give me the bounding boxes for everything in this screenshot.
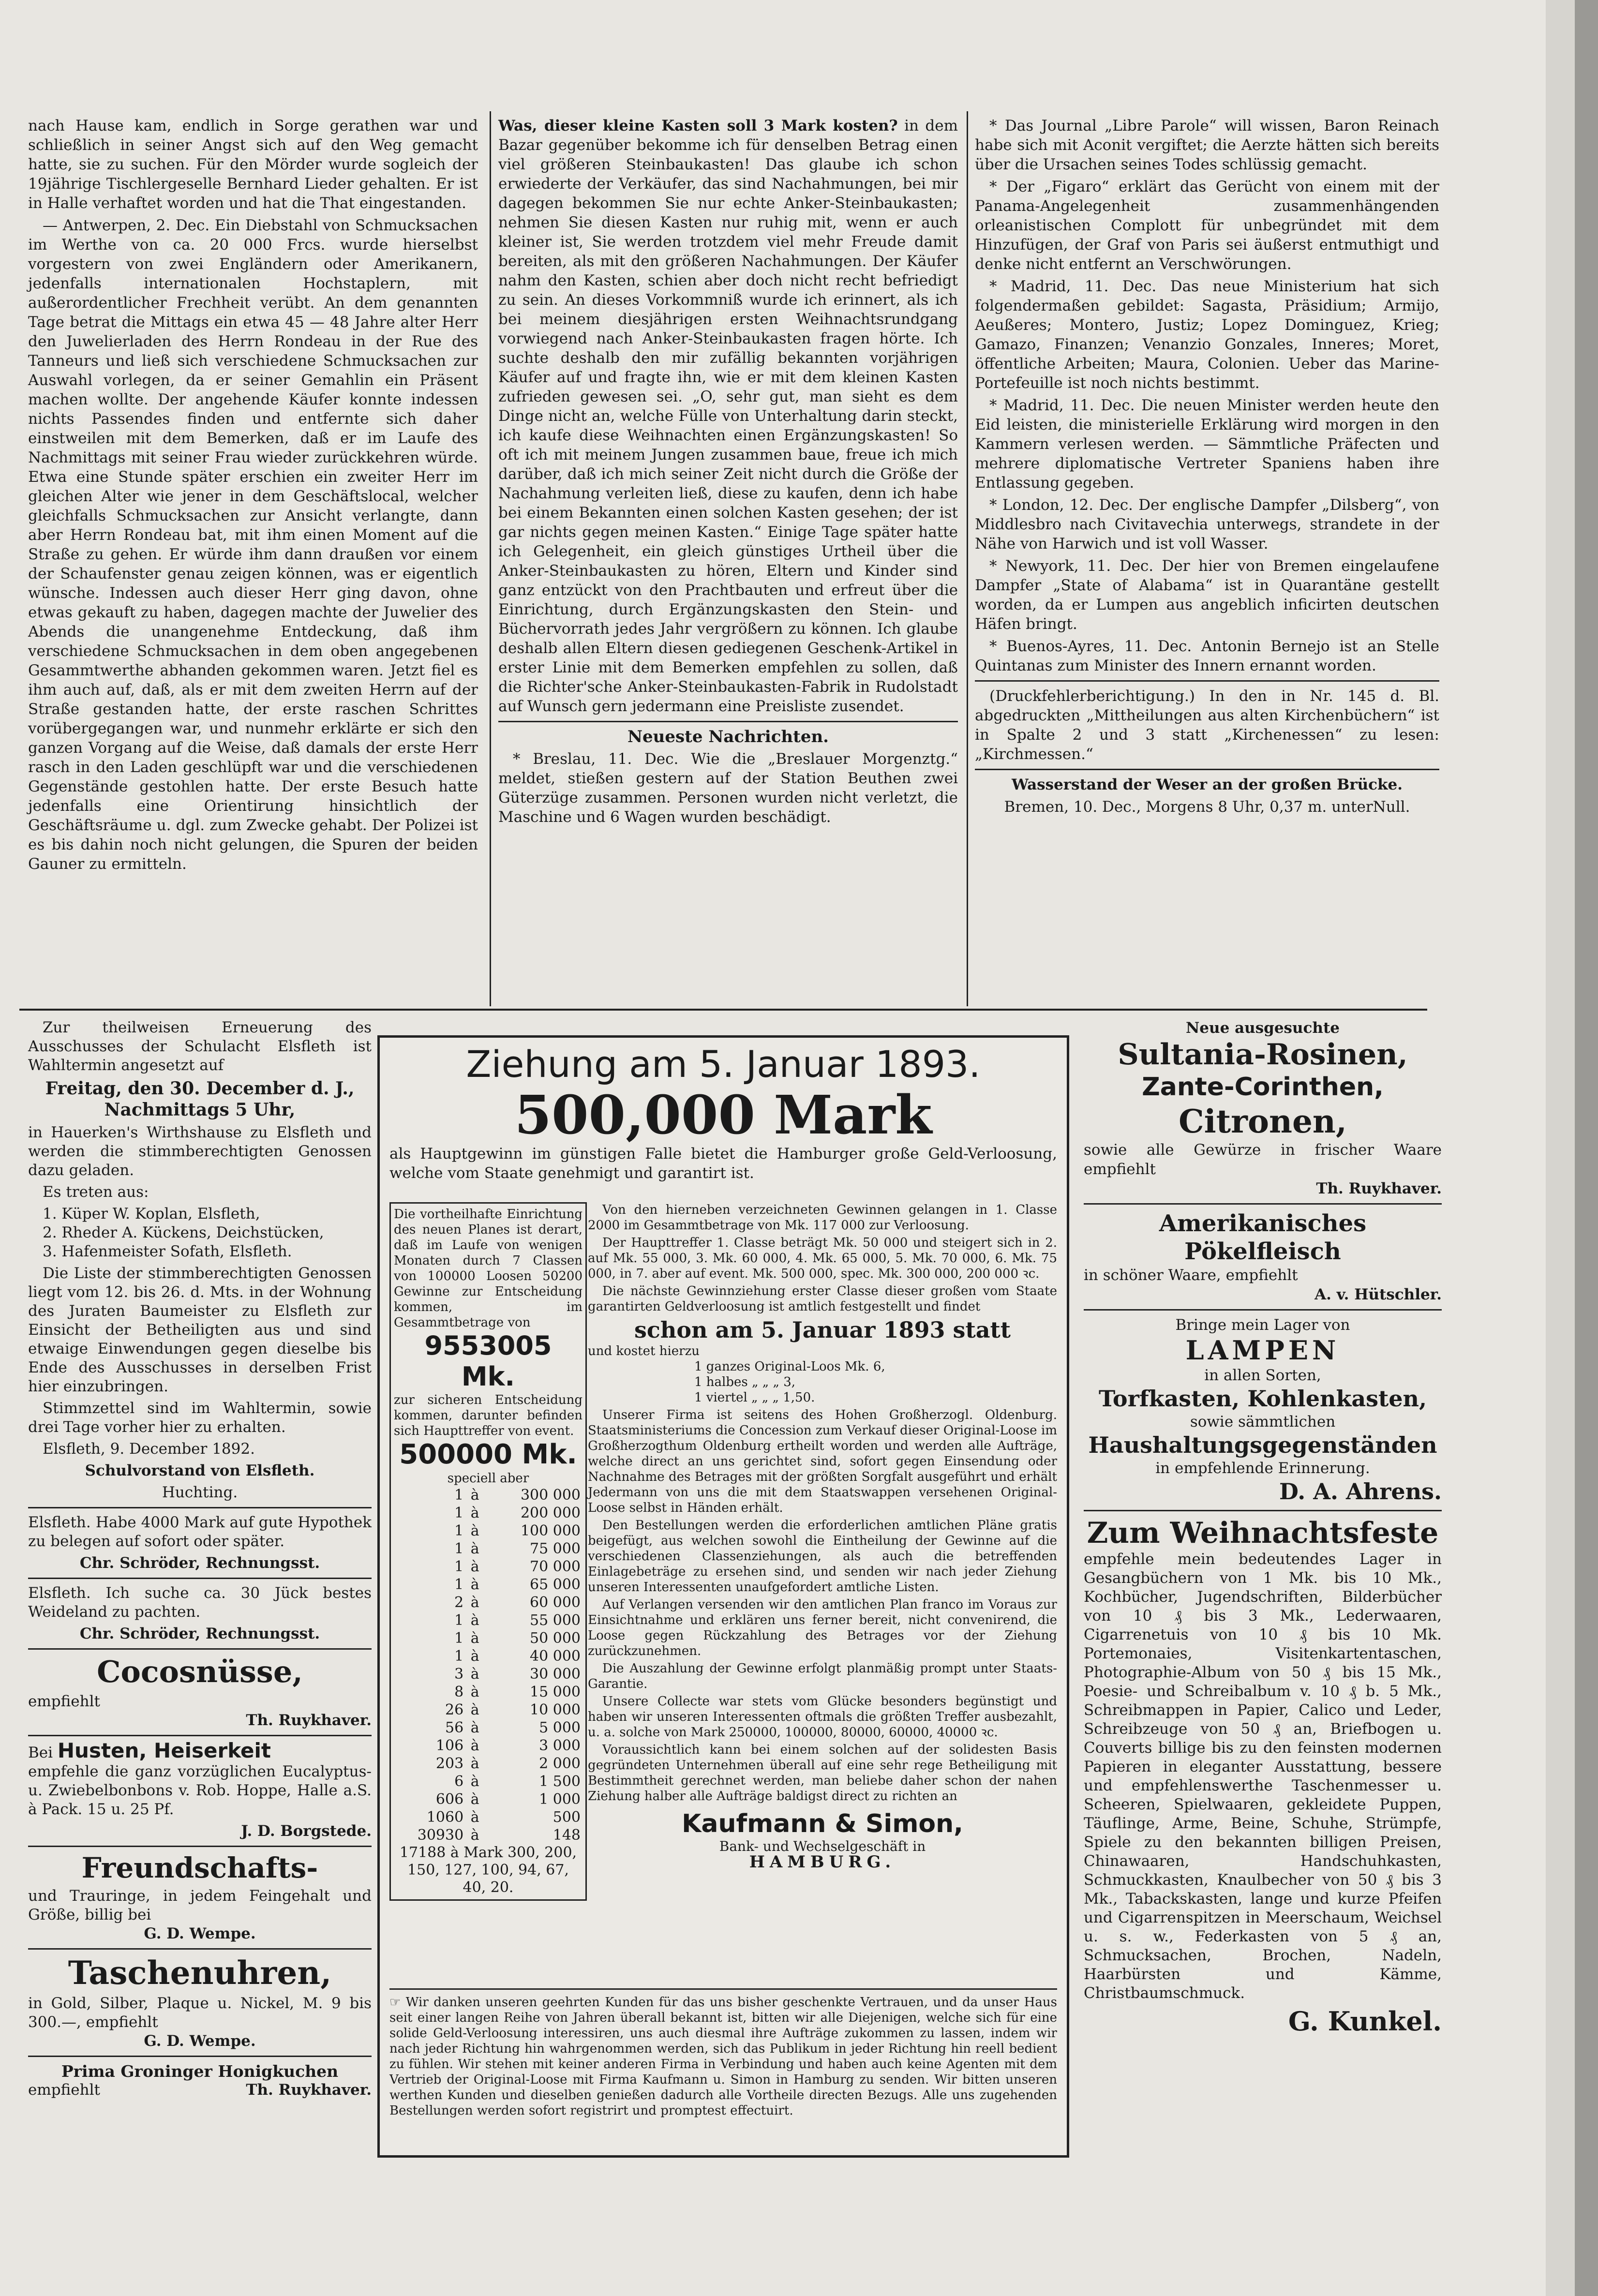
ad-xmas-text: empfehle mein bedeutendes Lager in Gesangbüchern von 1 Mk. bis 10 Mk., Kochbücher, Jugendschriften, Bilderbücher von 10 ₰ bis 3 Mk., Lederwaaren, Cigarrenetuis von 10 ₰ bis 10 Mk. Portemonaies, Visitenkartentaschen, Photographie-Album von 50 ₰ bis 15 Mk., Poesie- und Schreibalbum v. 10 ₰ b. 5 Mk., Schreibmappen in Papier, Calico und Leder, Schreibzeuge von 50 ₰ an, Briefbogen u. Couverts billige bis zu den feinsten modernen Papieren in eleganter Ausstattung, bessere und empfehlenswerthe Taschenmesser u. Scheeren, Spielwaaren, gekleidete Puppen, Täuflinge, Arme, Beine, Schuhe, Strümpfe, Spiele zu den bekannten billigen Preisen, Chinawaaren, Handschuhkasten, Schmuckkasten, Knaulbecher von 50 ₰ bis 3 Mk., Tabackskasten, lange und kurze Pfeifen und Cigarrenspitzen in Meerschaum, Weichsel u. s. w., Federkasten von 5 ₰ an, Schmucksachen, Brochen, Nadeln, Haarbürsten und Kämme, Christbaumschmuck. (1084, 1551, 1442, 2002)
ad-signature: Chr. Schröder, Rechnungsst. (79, 1625, 320, 1642)
prize-row (394, 1808, 582, 1826)
prize-sep: à (470, 1755, 479, 1772)
meeting-date: Freitag, den 30. December d. J., Nachmittags 5 Uhr, (45, 1078, 355, 1120)
divider (28, 2056, 372, 2057)
section-heading: Neueste Nachrichten. (627, 727, 829, 746)
firm-name: Kaufmann & Simon, (682, 1809, 963, 1838)
divider (28, 1948, 372, 1950)
board-member: Huchting. (162, 1484, 238, 1501)
prize-row (394, 1611, 582, 1629)
lottery-footer (389, 1988, 1057, 2118)
prize-sep: à (470, 1684, 479, 1700)
lottery-text: Unsere Collecte war stets vom Glücke besonders begünstigt und haben wir unseren Interessenten oftmals die größten Treffer ausbezahlt, u. a. solche von Mark 250000, 100000, 80000, 60000, 40000 ꝛc. (588, 1694, 1057, 1740)
ad-signature: Chr. Schröder, Rechnungsst. (79, 1554, 320, 1572)
ad-cough-text: empfehle die ganz vorzüglichen Eucalyptus- u. Zwiebelbonbons v. Rob. Hoppe, Halle a.S. à Pack. 15 u. 25 Pf. (28, 1763, 372, 1818)
prize-value: 148 (553, 1827, 581, 1844)
ad-xmas-title: Zum Weihnachtsfeste (1087, 1516, 1439, 1550)
prize-value: 100 000 (520, 1522, 581, 1539)
plan-text: Die vortheilhafte Einrichtung des neuen Planes ist derart, daß im Laufe von wenigen Monaten durch 7 Classen von 100000 Loosen 50200 Gewinne zur Entscheidung kommen, im Gesammtbetrage von (394, 1207, 582, 1330)
ad-lamp-title: LAMPEN (1185, 1335, 1340, 1366)
lottery-text: Unserer Firma ist seitens des Hohen Großherzogl. Oldenburg. Staatsministeriums die Concession zum Verkauf dieser Original-Loose im Großherzogthum Oldenburg ertheilt worden und werden alle Aufträge, welche direct an uns gerichtet sind, sofort gegen Einsendung oder Nachnahme des Betrages mit der größten Sorgfalt ausgeführt und erhält Jedermann von uns die mit dem Staatswappen versehenen Original-Loose selbst in Händen erhält. (588, 1408, 1057, 1515)
prize-count: 1 (454, 1558, 464, 1575)
prize-value: 60 000 (530, 1594, 581, 1611)
prize-value: 15 000 (530, 1684, 581, 1700)
prize-row (394, 1522, 582, 1540)
retire-item: 2. Rheder A. Kückens, Deichstücken, (43, 1224, 324, 1241)
plan-total: 9553005 Mk. (424, 1330, 552, 1392)
prize-count: 203 (435, 1755, 464, 1772)
prize-count: 26 (445, 1701, 464, 1718)
list-notice: Die Liste der stimmberechtigten Genossen liegt vom 12. bis 26. d. Mts. in der Wohnung des Juraten Baumeister zu Elsfleth zur Einsicht der Betheiligten aus und sind etwaige Einwendungen gegen dieselbe bis Ende des Ausschusses in derselben Frist hier einzubringen. (28, 1265, 372, 1395)
divider (28, 1648, 372, 1650)
ad-text: empfiehlt (28, 1693, 100, 1710)
divider (28, 1578, 372, 1579)
ad-honey-title: Prima Groninger Honigkuchen (61, 2062, 339, 2081)
ad-peat: Torfkasten, Kohlenkasten, (1098, 1386, 1427, 1412)
retire-intro: Es treten aus: (43, 1183, 149, 1201)
prize-count: 3 (454, 1666, 464, 1683)
ad-text: sowie sämmtlichen (1190, 1413, 1336, 1431)
correction-note: (Druckfehlerberichtigung.) In den in Nr. 145 d. Bl. abgedruckten „Mittheilungen aus alten Kirchenbüchern“ ist in Spalte 2 und 3 statt „Kirchenessen“ zu lesen: „Kirchmessen.“ (975, 687, 1439, 763)
lottery-lead: als Hauptgewinn im günstigen Falle bietet die Hamburger große Geld-Verloosung, welche vom Staate genehmigt und garantirt ist. (389, 1145, 1057, 1182)
prize-sep: à (470, 1558, 479, 1575)
prize-value: 2 000 (539, 1755, 581, 1772)
ad-citron: Citronen, (1179, 1103, 1347, 1140)
prize-sep: à (470, 1719, 479, 1736)
column-2 (498, 116, 958, 830)
lottery-plan (389, 1202, 587, 1901)
prize-value: 75 000 (530, 1540, 581, 1557)
notice-date: Elsfleth, 9. December 1892. (43, 1440, 255, 1458)
column-3 (975, 116, 1439, 820)
lottery-text: Der Haupttreffer 1. Classe beträgt Mk. 50 000 und steigert sich in 2. auf Mk. 55 000, 3. Mk. 60 000, 4. Mk. 65 000, 5. Mk. 70 000, 6. Mk. 75 000, in 7. aber auf event. Mk. 500 000, spec. Mk. 300 000, 200 000 ꝛc. (588, 1236, 1057, 1281)
prize-count: 1 (454, 1648, 464, 1665)
meeting-notice: Zur theilweisen Erneuerung des Ausschusses der Schulacht Elsfleth ist Wahltermin angesetzt auf (28, 1019, 372, 1074)
ad-text: empfiehlt (28, 2081, 100, 2099)
prize-row (394, 1576, 582, 1594)
prize-value: 40 000 (530, 1648, 581, 1665)
ad-signature: Th. Ruykhaver. (246, 2081, 372, 2099)
ad-signature: G. Kunkel. (1288, 2006, 1442, 2037)
prize-sep: à (470, 1576, 479, 1593)
prize-value: 55 000 (530, 1612, 581, 1629)
news-item: * Buenos-Ayres, 11. Dec. Antonin Bernejo ist an Stelle Quintanas zum Minister des Innern ernannt worden. (975, 638, 1439, 674)
prize-count: 106 (435, 1737, 464, 1754)
ad-ring-text: und Trauringe, in jedem Feingehalt und Größe, billig bei (28, 1887, 372, 1923)
lottery-amount: 500,000 Mark (514, 1084, 932, 1146)
prize-sep: à (470, 1648, 479, 1665)
ad-coconut-title: Cocosnüsse, (97, 1654, 303, 1689)
article-text: in dem Bazar gegenüber bekomme ich für denselben Betrag einen viel größeren Steinbaukasten! Das glaube ich schon erwiederte der Verkäufer, das sind Nachahmungen, bei mir dagegen bekommen Sie nur echte Anker-Steinbaukasten; nehmen Sie diesen Kasten nur ruhig mit, wenn er auch kleiner ist, Sie werden trotzdem viel mehr Freude damit bereiten, als mit den größeren Nachahmungen. Der Käufer nahm den Kasten, schien aber doch nicht recht befriedigt zu sein. An dieses Vorkommniß wurde ich erinnert, als ich bei meinem diesjährigen ersten Weihnachtsrundgang vorwiegend nach Anker-Steinbaukasten fragen hörte. Ich suchte deshalb den mir zufällig bekannten vorjährigen Käufer auf und fragte ihn, wie er mit dem kleinen Kasten zufrieden gewesen sei. „O, sehr gut, man sieht es dem Dinge nicht an, welche Fülle von Unterhaltung darin steckt, ich kaufe diese Weihnachten einen Ergänzungskasten! So oft ich mit meinem Jungen zusammen baue, freue ich mich darüber, daß ich mich seiner Zeit nicht durch die Größe der Nachahmung verleiten ließ, diese zu kaufen, denn ich habe bei einem Bekannten einen solchen Kasten gesehen; der ist gar nichts gegen meinen Kasten.“ Einige Tage später hatte ich Gelegenheit, ein gleich günstiges Urtheil über die Anker-Steinbaukasten zu hören, Eltern und Kinder sind ganz entzückt von den Prachtbauten und erfreut über die Einrichtung, durch Ergänzungskasten den Stein- und Büchervorrath jedes Jahr vergrößern zu können. Ich glaube deshalb allen Eltern diesen gediegenen Geschenk-Artikel in erster Linie mit dem Bemerken empfehlen zu sollen, daß die Richter'sche Anker-Steinbaukasten-Fabrik in Rudolstadt auf Wunsch gern jedermann eine Preisliste zusendet. (498, 117, 958, 715)
ads-right (1084, 1018, 1442, 2040)
ad-text: in allen Sorten, (1204, 1367, 1321, 1384)
prize-value: 1 000 (539, 1791, 581, 1808)
prize-count: 1 (454, 1505, 464, 1521)
price-item: 1 ganzes Original-Loos Mk. 6, (694, 1359, 885, 1374)
prize-value: 30 000 (530, 1666, 581, 1683)
news-item: * Newyork, 11. Dec. Der hier von Bremen eingelaufene Dampfer „State of Alabama“ ist in Quarantäne gestellt worden, da er Lumpen aus angeblich inficirten deutschen Häfen bringt. (975, 557, 1439, 633)
divider (28, 1846, 372, 1847)
water-level-text: Bremen, 10. Dec., Morgens 8 Uhr, 0,37 m. unterNull. (1004, 798, 1410, 816)
prize-count: 1 (454, 1576, 464, 1593)
meeting-place: in Hauerken's Wirthshause zu Elsfleth und werden die stimmberechtigten Genossen dazu geladen. (28, 1124, 372, 1179)
ad-zante: Zante-Corinthen, (1142, 1073, 1384, 1102)
prize-row (394, 1629, 582, 1647)
prize-tail: 17188 à Mark 300, 200, 150, 127, 100, 94, 67, 40, 20. (399, 1844, 577, 1896)
prize-row (394, 1755, 582, 1773)
article-antwerpen: — Antwerpen, 2. Dec. Ein Diebstahl von Schmucksachen im Werthe von ca. 20 000 Frcs. wurde hierselbst vorgestern von zwei Engländern oder Amerikanern, jedenfalls internationalen Hochstaplern, mit außerordentlicher Frechheit verübt. An dem genannten Tage betrat die Mittags ein etwa 45 — 48 Jahre alter Herr den Juwelierladen des Herrn Rondeau in der Rue des Tanneurs und ließ sich verschiedene Schmucksachen zur Auswahl vorlegen, da er seiner Gemahlin ein Präsent machen wollte. Der angehende Käufer konnte indessen nichts Passendes finden und entfernte sich daher einstweilen mit dem Bemerken, daß er im Laufe des Nachmittags mit seiner Frau wieder zurückkehren würde. Etwa eine Stunde später erschien ein zweiter Herr im gleichen Alter wie jener in dem Geschäftslocal, welcher gleichfalls Schmucksachen zur Ansicht verlangte, dann aber Herrn Rondeau bat, mit ihm einen Moment auf die Straße zu gehen. Er würde ihm dann draußen vor einem der Schaufenster genau zeigen können, was er eigentlich wünsche. Indessen auch dieser Herr ging davon, ohne etwas gekauft zu haben, dagegen machte der Juwelier des Abends die unangenehme Entdeckung, daß ihm verschiedene Schmucksachen in dem oben angegebenen Gesammtwerthe abhanden gekommen waren. Jetzt fiel es ihm auch auf, daß, als er mit dem zweiten Herrn auf der Straße gestanden hatte, der erste raschen Schrittes vorübergegangen war, und nunmehr erklärte er sich den ganzen Vorgang auf die Weise, daß damals der erste Herr rasch in den Laden geschlüpft war und die verschiedenen Gegenstände gestohlen hatte. Der erste Besuch hatte jedenfalls eine Orientirung hinsichtlich der Geschäftsräume u. dgl. zum Zwecke gehabt. Der Polizei ist es bis dahin noch nicht gelungen, die Spuren der beiden Gauner zu ermitteln. (28, 217, 478, 873)
news-item: * Das Journal „Libre Parole“ will wissen, Baron Reinach habe sich mit Aconit vergiftet; die Aerzte hätten sich bereits über die Ursachen seines Todes schlüssig gemacht. (975, 117, 1439, 173)
board-name: Schulvorstand von Elsfleth. (85, 1462, 315, 1479)
prize-count: 1 (454, 1487, 464, 1504)
ad-signature: D. A. Ahrens. (1279, 1478, 1442, 1505)
prize-value: 3 000 (539, 1737, 581, 1754)
lottery-title: Ziehung am 5. Januar 1893. (466, 1043, 981, 1086)
ad-meat-title: Amerikanisches Pökelfleisch (1159, 1210, 1367, 1265)
prize-count: 1 (454, 1540, 464, 1557)
retire-item: 1. Küper W. Koplan, Elsfleth, (43, 1205, 260, 1223)
ad-mortgage: Elsfleth. Habe 4000 Mark auf gute Hypothek zu belegen auf sofort oder später. (28, 1514, 372, 1550)
news-item: * Madrid, 11. Dec. Das neue Ministerium hat sich folgendermaßen gebildet: Sagasta, Präsidium; Armijo, Aeußeres; Montero, Justiz; Lopez Dominguez, Krieg; Gamazo, Finanzen; Venanzio Gonzales, Inneres; Moret, öffentliche Arbeiten; Maura, Colonien. Ueber das Marine-Portefeuille ist noch nichts bestimmt. (975, 278, 1439, 392)
lottery-text: Voraussichtlich kann bei einem solchen auf der solidesten Basis gegründeten Unternehmen überall auf eine sehr rege Betheiligung mit Bestimmtheit gerechnet werden, man beliebe daher schon der nahen Ziehung halber alle Aufträge baldigst direct zu richten an (588, 1743, 1057, 1804)
prize-value: 10 000 (530, 1701, 581, 1718)
prize-row (394, 1558, 582, 1576)
lottery-text: und kostet hierzu (588, 1344, 700, 1358)
prize-row (394, 1504, 582, 1522)
prize-row (394, 1540, 582, 1558)
prize-count: 606 (435, 1791, 464, 1808)
water-level-title: Wasserstand der Weser an der großen Brücke. (1011, 776, 1403, 793)
ad-text: Bei (28, 1744, 53, 1761)
lottery-footer-text: Wir danken unseren geehrten Kunden für das uns bisher geschenkte Vertrauen, und da unser Haus seit einer langen Reihe von Jahren überall bekannt ist, bitten wir alle Diejenigen, welche sich für eine solide Geld-Verloosung interessiren, uns auch diesmal ihre Aufträge zukommen zu lassen, indem wir nach jeder Richtung hin wahrgenommen werden, sich das Publikum in jeder Richtung hin reell bedient zu fühlen. Wir stehen mit keiner anderen Firma in Verbindung und haben auch keine Agenten mit dem Vertrieb der Original-Loose mit Firma Kaufmann u. Simon in Hamburg zu senden. Wir bitten unseren werthen Kunden und dieselben genießen dadurch alle Vortheile directen Bezugs. Alle uns zugehenden Bestellungen werden sofort registrirt und promptest effectuirt. (389, 1995, 1057, 2118)
column-1 (28, 116, 478, 877)
ad-ring-title: Freundschafts- (81, 1851, 318, 1884)
ad-text: in schöner Waare, empfiehlt (1084, 1267, 1298, 1284)
prize-row (394, 1665, 582, 1683)
news-item: * Madrid, 11. Dec. Die neuen Minister werden heute den Eid leisten, die ministerielle Erklärung wird morgen in den Kammern verlesen werden. — Sämmtliche Präfecten und mehrere diplomatische Vertreter Spaniens haben ihre Entlassung gegeben. (975, 397, 1439, 492)
ads-left (28, 1018, 372, 2100)
prize-count: 56 (445, 1719, 464, 1736)
prize-value: 70 000 (530, 1558, 581, 1575)
divider (1084, 1510, 1442, 1511)
prize-sep: à (470, 1666, 479, 1683)
firm-sub: Bank- und Wechselgeschäft in (719, 1838, 926, 1854)
ad-watch-text: in Gold, Silber, Plaque u. Nickel, M. 9 bis 300.—, empfiehlt (28, 1995, 372, 2031)
ad-pasture: Elsfleth. Ich suche ca. 30 Jück bestes Weideland zu pachten. (28, 1584, 372, 1621)
prize-sep: à (470, 1594, 479, 1611)
prize-count: 2 (454, 1594, 464, 1611)
lottery-text: Die nächste Gewinnziehung erster Classe dieser großen vom Staate garantirten Geldverloosung ist amtlich festgestellt und findet (588, 1284, 1057, 1314)
prize-sep: à (470, 1809, 479, 1826)
prize-sep: à (470, 1827, 479, 1844)
price-item: 1 halbes „ „ „ 3, (694, 1375, 796, 1389)
ad-signature: J. D. Borgstede. (241, 1822, 372, 1840)
firm-city: HAMBURG. (749, 1852, 896, 1872)
prize-value: 200 000 (520, 1505, 581, 1521)
prize-sep: à (470, 1522, 479, 1539)
prize-value: 300 000 (520, 1487, 581, 1504)
prize-sep: à (470, 1505, 479, 1521)
divider (28, 1735, 372, 1736)
prize-sep: à (470, 1487, 479, 1504)
prize-row (394, 1773, 582, 1790)
prize-row (394, 1826, 582, 1844)
lottery-text: Auf Verlangen versenden wir den amtlichen Plan franco im Voraus zur Einsichtnahme und erklären uns ferner bereit, nicht convenirend, die Loose gegen Rückzahlung des Betrages vor der Ziehung zurückzunehmen. (588, 1597, 1057, 1658)
ad-signature: Th. Ruykhaver. (246, 1712, 372, 1729)
lottery-text: Von den hierneben verzeichneten Gewinnen gelangen in 1. Classe 2000 im Gesammtbetrage von Mk. 117 000 zur Verloosung. (588, 1203, 1057, 1233)
ad-cough-title: Husten, Heiserkeit (57, 1739, 271, 1762)
plan-text: zur sicheren Entscheidung kommen, darunter befinden sich Haupttreffer von event. (394, 1393, 582, 1438)
ballot-notice: Stimmzettel sind im Wahltermin, sowie drei Tage vorher hier zu erhalten. (28, 1400, 372, 1436)
article-text: nach Hause kam, endlich in Sorge gerathen war und schließlich in seiner Angst sich auf den Weg gemacht hatte, sie zu suchen. Für den Mörder wurde sogleich der 19jährige Tischlergeselle Bernhard Lieder gehalten. Er ist in Halle verhaftet worden und hat die That eingestanden. (28, 117, 478, 212)
price-item: 1 viertel „ „ „ 1,50. (694, 1390, 815, 1405)
ad-signature: Th. Ruykhaver. (1316, 1180, 1442, 1197)
ad-intro: Bringe mein Lager von (1175, 1316, 1350, 1334)
plan-special: speciell aber (447, 1471, 529, 1486)
ad-sultana-title: Sultania-Rosinen, (1118, 1038, 1408, 1072)
prize-row (394, 1701, 582, 1719)
prize-count: 8 (454, 1684, 464, 1700)
column-rule (490, 111, 491, 1006)
ad-intro: Neue ausgesuchte (1185, 1019, 1340, 1037)
prize-row (394, 1683, 582, 1701)
prize-sep: à (470, 1773, 479, 1790)
prize-count: 6 (454, 1773, 464, 1790)
prize-sep: à (470, 1612, 479, 1629)
prize-sep: à (470, 1540, 479, 1557)
ad-watch-title: Taschenuhren, (68, 1954, 332, 1992)
plan-big: 500000 Mk. (399, 1439, 577, 1470)
prize-sep: à (470, 1737, 479, 1754)
divider (28, 1507, 372, 1508)
page-edge (1546, 0, 1575, 2296)
prize-value: 5 000 (539, 1719, 581, 1736)
lottery-ad (377, 1035, 1069, 2158)
divider (975, 769, 1439, 770)
page-edge-shadow (1575, 0, 1598, 2296)
prize-count: 1060 (426, 1809, 464, 1826)
news-item: * Breslau, 11. Dec. Wie die „Breslauer Morgenztg.“ meldet, stießen gestern auf der Station Beuthen zwei Güterzüge zusammen. Personen wurden nicht verletzt, die Maschine und 6 Wagen wurden beschädigt. (498, 750, 958, 826)
pointing-hand-icon: ☞ (389, 1995, 406, 2010)
prize-sep: à (470, 1791, 479, 1808)
prize-value: 500 (553, 1809, 581, 1826)
divider (1084, 1309, 1442, 1311)
prize-count: 1 (454, 1612, 464, 1629)
ad-text: in empfehlende Erinnerung. (1155, 1460, 1370, 1477)
ad-signature: A. v. Hütschler. (1314, 1286, 1442, 1303)
prize-count: 1 (454, 1630, 464, 1647)
news-item: * Der „Figaro“ erklärt das Gerücht von einem mit der Panama-Angelegenheit zusammenhängenden orleanistischen Complott für unbegründet mit dem Hinzufügen, der Graf von Paris sei äußerst entmuthigt und denke nicht entfernt an Verschwörungen. (975, 178, 1439, 273)
prize-table (394, 1486, 582, 1844)
prize-row (394, 1486, 582, 1504)
divider (1084, 1203, 1442, 1205)
prize-sep: à (470, 1630, 479, 1647)
prize-value: 1 500 (539, 1773, 581, 1790)
prize-value: 65 000 (530, 1576, 581, 1593)
lottery-date: schon am 5. Januar 1893 statt (634, 1317, 1011, 1343)
lottery-text: Den Bestellungen werden die erforderlichen amtlichen Pläne gratis beigefügt, aus welchen sowohl die Eintheilung der Gewinne auf die verschiedenen Classenziehungen, als auch die betreffenden Einlagebeträge zu ersehen sind, und senden wir nach jeder Ziehung unseren Interessenten unaufgefordert amtliche Listen. (588, 1518, 1057, 1595)
prize-sep: à (470, 1701, 479, 1718)
prize-row (394, 1790, 582, 1808)
retire-item: 3. Hafenmeister Sofath, Elsfleth. (43, 1243, 292, 1260)
prize-value: 50 000 (530, 1630, 581, 1647)
divider (975, 680, 1439, 682)
article-headline: Was, dieser kleine Kasten soll 3 Mark kosten? (498, 117, 898, 134)
ad-signature: G. D. Wempe. (144, 1925, 256, 1942)
news-item: * London, 12. Dec. Der englische Dampfer „Dilsberg“, von Middlesbro nach Civitavechia unterwegs, strandete in der Nähe von Harwich und ist voll Wasser. (975, 496, 1439, 552)
lottery-details (588, 1202, 1057, 1870)
prize-row (394, 1594, 582, 1611)
ad-text: sowie alle Gewürze in frischer Waare empfiehlt (1084, 1141, 1442, 1178)
section-rule (19, 1009, 1427, 1011)
prize-count: 30930 (417, 1827, 464, 1844)
divider (498, 721, 958, 722)
ad-signature: G. D. Wempe. (144, 2032, 256, 2050)
prize-row (394, 1719, 582, 1737)
column-rule (967, 111, 968, 1006)
ad-household: Haushaltungsgegenständen (1088, 1432, 1437, 1458)
prize-row (394, 1647, 582, 1665)
prize-count: 1 (454, 1522, 464, 1539)
prize-row (394, 1737, 582, 1755)
lottery-text: Die Auszahlung der Gewinne erfolgt planmäßig prompt unter Staats-Garantie. (588, 1661, 1057, 1691)
